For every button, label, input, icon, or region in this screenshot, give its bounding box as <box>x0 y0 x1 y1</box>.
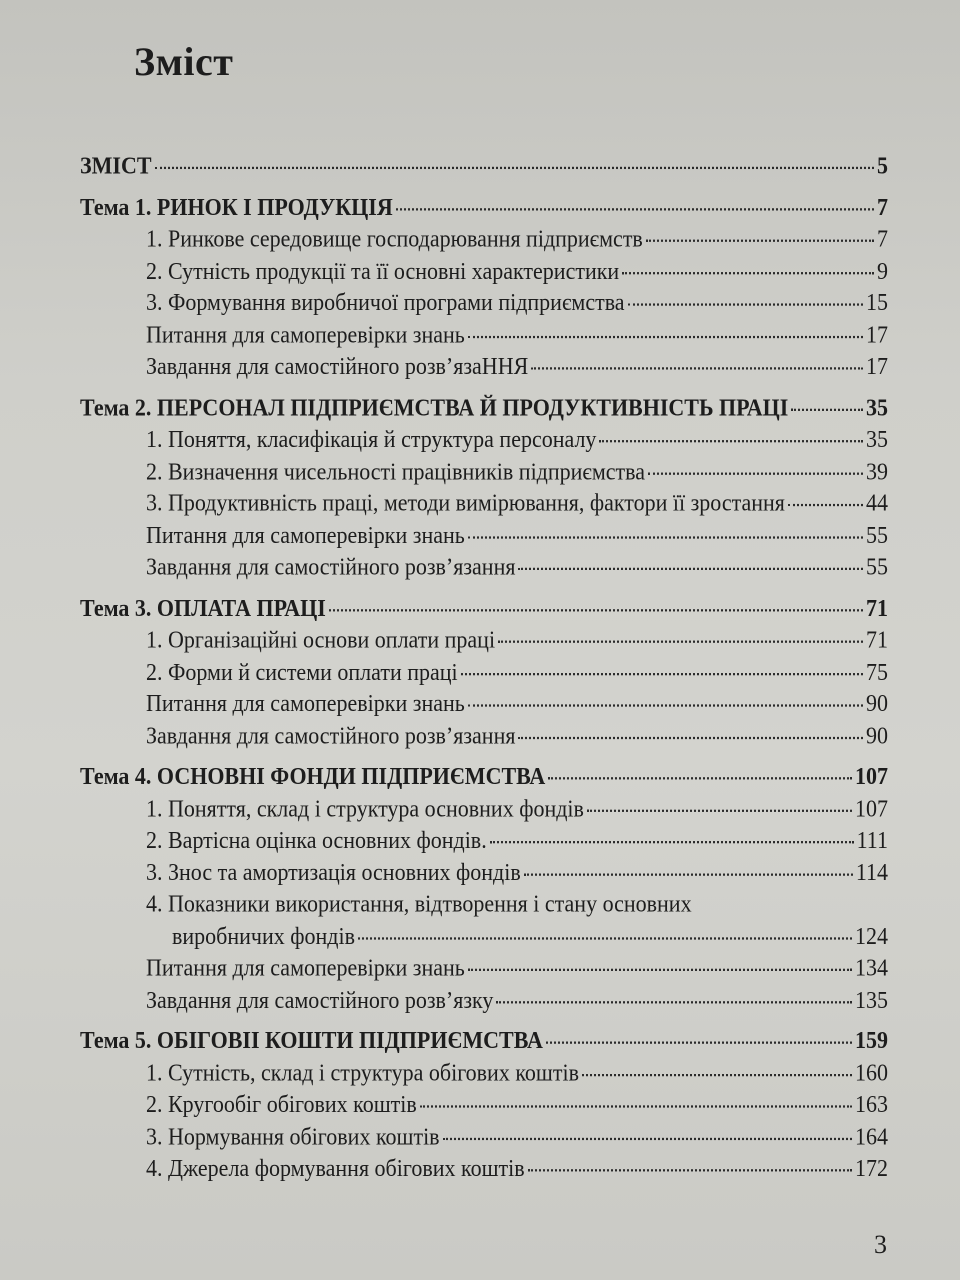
toc-item-title: 3. Знос та амортизація основних фондів <box>146 857 521 886</box>
dot-leader <box>587 809 852 811</box>
dot-leader <box>468 335 863 337</box>
toc-topic-5[interactable] <box>80 1025 888 1057</box>
toc-item[interactable] <box>80 423 888 455</box>
toc-page-number: 172 <box>855 1153 888 1182</box>
dot-leader <box>582 1073 852 1075</box>
toc-item-title: 1. Поняття, класифікація й структура персоналу <box>146 424 597 453</box>
dot-leader <box>461 672 863 674</box>
toc-topic-title: Тема 4. ОСНОВНІ ФОНДИ ПІДПРИЄМСТВА <box>80 761 546 790</box>
dot-leader <box>646 240 874 242</box>
dot-leader <box>531 367 863 369</box>
toc-item[interactable] <box>80 287 888 319</box>
dot-leader <box>490 841 854 843</box>
toc-item-title: 2. Форми й системи оплати праці <box>146 656 458 685</box>
toc-page-number: 35 <box>866 392 888 421</box>
toc-page-number: 7 <box>877 192 888 220</box>
toc-item-continuation[interactable] <box>80 920 888 952</box>
toc-item-title: Завдання для самостійного розв’язку <box>146 984 494 1013</box>
toc-item-title: Завдання для самостійного розв’язання <box>146 552 516 581</box>
toc-item-title: Завдання для самостійного розв’язання <box>146 720 516 749</box>
toc-page-number: 135 <box>855 984 888 1013</box>
toc-item-title: 1. Поняття, склад і структура основних фондів <box>146 793 584 822</box>
toc-item[interactable] <box>80 624 888 656</box>
toc-item-title: 3. Нормування обігових коштів <box>146 1121 440 1150</box>
toc-page-number: 5 <box>877 151 888 180</box>
toc-page-number: 44 <box>866 488 888 517</box>
toc-item-title: 2. Кругообіг обігових коштів <box>146 1089 417 1118</box>
toc-topic-title: Тема 5. ОБІГОВІІ КОШТИ ПІДПРИЄМСТВА <box>80 1025 543 1054</box>
toc-item[interactable] <box>80 656 888 688</box>
dot-leader <box>791 408 863 410</box>
page-number: 3 <box>874 1230 887 1259</box>
toc-item-title: Питання для самоперевірки знань <box>146 953 465 982</box>
dot-leader <box>496 1001 852 1003</box>
dot-leader <box>599 440 863 442</box>
toc-page-number: 134 <box>855 953 888 982</box>
dot-leader <box>788 504 863 506</box>
toc-page-number: 111 <box>856 825 888 854</box>
toc-item[interactable] <box>80 856 888 888</box>
toc-item-title: 1. Сутність, склад і структура обігових коштів <box>146 1057 579 1086</box>
toc-item[interactable] <box>80 720 888 752</box>
dot-leader <box>468 536 863 538</box>
toc-page-number: 124 <box>855 921 888 950</box>
toc-page-number: 17 <box>866 319 888 348</box>
dot-leader <box>468 704 863 706</box>
toc-item[interactable] <box>80 487 888 519</box>
toc-item[interactable] <box>80 255 888 287</box>
toc-item-title: Питання для самоперевірки знань <box>146 520 465 549</box>
toc-topic-2[interactable] <box>80 391 888 423</box>
toc-item[interactable] <box>80 792 888 824</box>
toc-item[interactable] <box>80 223 888 255</box>
toc-item-title: Питання для самоперевірки знань <box>146 319 465 348</box>
toc-topic-4[interactable] <box>80 760 888 792</box>
toc-item[interactable] <box>80 551 888 583</box>
dot-leader <box>468 969 852 971</box>
toc-page-number: 107 <box>855 793 888 822</box>
toc-page-number: 15 <box>866 287 888 316</box>
toc-page-number: 160 <box>855 1057 888 1086</box>
toc-item[interactable] <box>80 350 888 382</box>
toc-item-title: 4. Показники використання, відтворення і стану основних <box>146 889 692 918</box>
toc-item[interactable] <box>80 1120 888 1152</box>
toc-item-title: 2. Визначення чисельності працівників підприємства <box>146 456 646 485</box>
dot-leader <box>329 609 863 611</box>
dot-leader <box>396 208 874 210</box>
toc-page-number: 114 <box>855 857 888 886</box>
toc-page-number: 17 <box>866 351 888 380</box>
toc-item-title: 3. Продуктивність праці, методи вимірювання, фактори її зростання <box>146 488 785 517</box>
toc-item-first-line[interactable] <box>80 888 888 920</box>
toc-item[interactable] <box>80 984 888 1016</box>
toc-entry-zmist[interactable] <box>80 150 888 182</box>
dot-leader <box>358 937 852 939</box>
toc-item-title: 3. Формування виробничої програми підприємства <box>146 287 625 316</box>
toc-page-number: 71 <box>866 624 888 653</box>
toc-entry-title: ЗМІСТ <box>80 151 152 180</box>
toc-page-number: 90 <box>866 720 888 749</box>
dot-leader <box>518 736 863 738</box>
toc-topic-title: Тема 3. ОПЛАТА ПРАЦІ <box>80 592 326 621</box>
dot-leader <box>628 303 863 305</box>
toc-page-number: 9 <box>877 255 888 284</box>
toc-item[interactable] <box>80 1089 888 1121</box>
toc-page-number: 55 <box>866 552 888 581</box>
toc-item-title: Завдання для самостійного розв’язаННЯ <box>146 351 529 380</box>
dot-leader <box>548 777 852 779</box>
toc-topic-title: Тема 2. ПЕРСОНАЛ ПІДПРИЄМСТВА Й ПРОДУКТИВНІСТЬ ПРАЦІ <box>80 392 789 421</box>
toc-item-title: 2. Вартісна оцінка основних фондів. <box>146 825 487 854</box>
dot-leader <box>546 1042 852 1044</box>
toc-page-number: 164 <box>855 1121 888 1150</box>
toc-item-title: Питання для самоперевірки знань <box>146 688 465 717</box>
toc-page-number: 163 <box>855 1089 888 1118</box>
toc-page-number: 75 <box>866 656 888 685</box>
toc-item-title: 2. Сутність продукції та її основні характеристики <box>146 255 620 284</box>
toc-item[interactable] <box>80 688 888 720</box>
toc-page-number: 39 <box>866 456 888 485</box>
toc-item[interactable] <box>80 824 888 856</box>
toc-item[interactable] <box>80 455 888 487</box>
dot-leader <box>518 568 863 570</box>
dot-leader <box>528 1169 852 1171</box>
dot-leader <box>155 167 875 169</box>
dot-leader <box>524 873 853 875</box>
toc-item[interactable] <box>80 519 888 551</box>
toc-page-number: 7 <box>877 223 888 252</box>
dot-leader <box>443 1137 852 1139</box>
toc-topic-3[interactable] <box>80 592 888 624</box>
toc-page-number: 35 <box>866 424 888 453</box>
table-of-contents <box>80 150 888 1184</box>
toc-page-number: 90 <box>866 688 888 717</box>
toc-page-number: 107 <box>855 761 888 790</box>
dot-leader <box>420 1105 852 1107</box>
toc-topic-1[interactable] <box>80 191 888 223</box>
toc-item[interactable] <box>80 1152 888 1184</box>
dot-leader <box>498 641 863 643</box>
toc-item-title: 1. Ринкове середовище господарювання підприємств <box>146 223 643 252</box>
toc-item[interactable] <box>80 1057 888 1089</box>
toc-topic-title: Тема 1. РИНОК І ПРОДУКЦІЯ <box>80 192 393 220</box>
toc-page-number: 159 <box>855 1025 888 1054</box>
toc-item[interactable] <box>80 952 888 984</box>
toc-item-title-continuation: виробничих фондів <box>172 921 355 950</box>
toc-item[interactable] <box>80 319 888 351</box>
toc-page-number: 55 <box>866 520 888 549</box>
dot-leader <box>648 472 863 474</box>
toc-item-title: 1. Організаційні основи оплати праці <box>146 624 496 653</box>
toc-page-number: 71 <box>866 592 888 621</box>
page-title: Зміст <box>134 39 234 84</box>
dot-leader <box>622 272 874 274</box>
toc-item-title: 4. Джерела формування обігових коштів <box>146 1153 525 1182</box>
